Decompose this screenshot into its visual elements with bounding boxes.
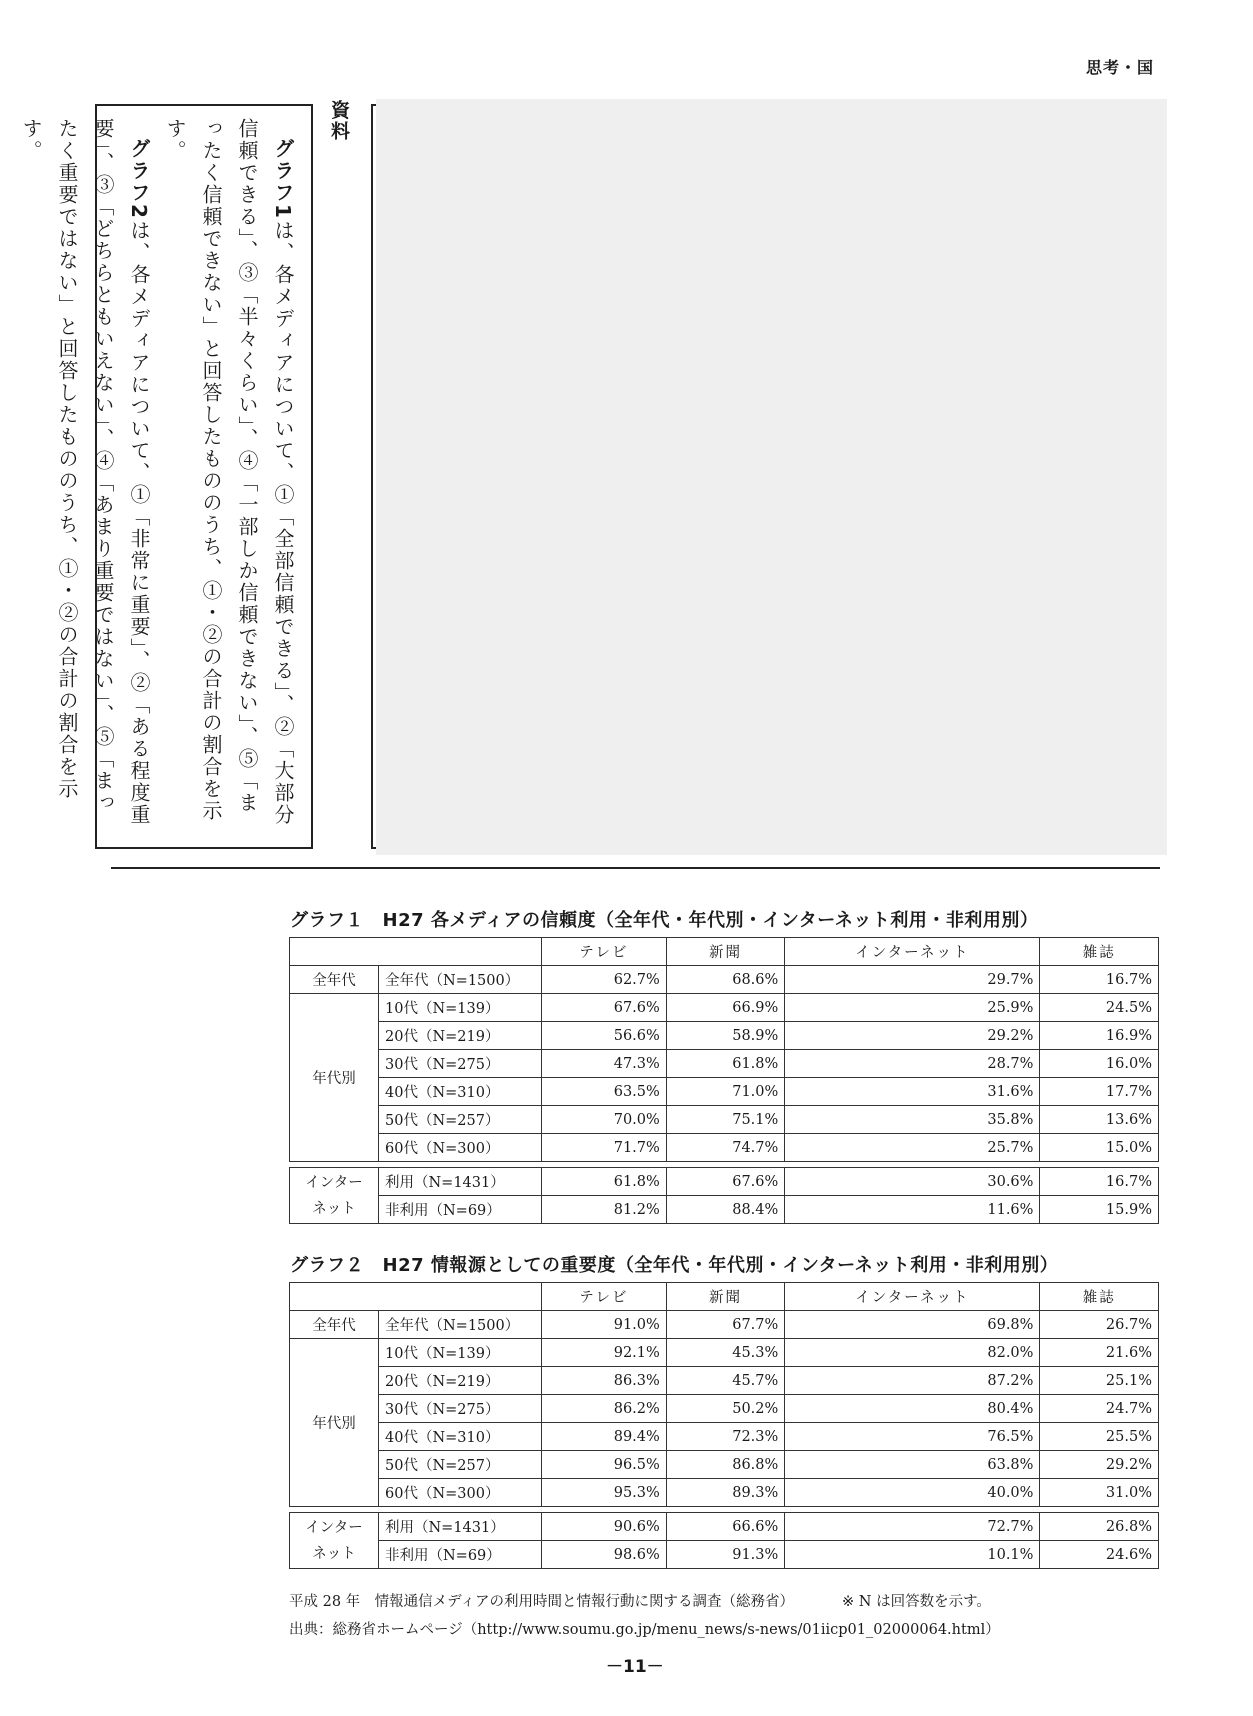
value-cell: 13.6% [1040,1106,1159,1134]
value-cell: 86.3% [542,1367,667,1395]
note-paragraph-1 [157,118,301,835]
value-cell: 56.6% [542,1022,667,1050]
note-graph2-label: グラフ2 [127,138,151,220]
table-row [290,1134,1159,1162]
table-row [290,1196,1159,1224]
group-label-internet [290,1513,379,1569]
value-cell: 95.3% [542,1479,667,1507]
value-cell: 96.5% [542,1451,667,1479]
value-cell: 25.5% [1040,1423,1159,1451]
value-cell: 67.6% [542,994,667,1022]
table-row [290,1339,1159,1367]
column-header: 新聞 [666,1283,785,1311]
value-cell: 26.7% [1040,1311,1159,1339]
value-cell: 25.7% [785,1134,1040,1162]
table-row [290,1479,1159,1507]
value-cell: 66.6% [666,1513,785,1541]
value-cell: 24.7% [1040,1395,1159,1423]
value-cell: 71.0% [666,1078,785,1106]
column-header: テレビ [542,938,667,966]
value-cell: 31.6% [785,1078,1040,1106]
value-cell: 16.0% [1040,1050,1159,1078]
value-cell: 15.9% [1040,1196,1159,1224]
footer-survey: 平成 28 年 情報通信メディアの利用時間と情報行動に関する調査（総務省） [289,1594,795,1610]
value-cell: 92.1% [542,1339,667,1367]
value-cell: 72.3% [666,1423,785,1451]
row-label: 40代（N=310） [379,1078,542,1106]
value-cell: 81.2% [542,1196,667,1224]
group-label-all: 全年代 [290,1311,379,1339]
group-label-age: 年代別 [290,994,379,1162]
column-header: 新聞 [666,938,785,966]
table-row [290,1541,1159,1569]
value-cell: 75.1% [666,1106,785,1134]
value-cell: 21.6% [1040,1339,1159,1367]
value-cell: 30.6% [785,1168,1040,1196]
value-cell: 80.4% [785,1395,1040,1423]
group-label-internet-line2: ネット [312,1545,356,1562]
value-cell: 61.8% [542,1168,667,1196]
footer-note: ※ N は回答数を示す。 [842,1594,991,1610]
value-cell: 40.0% [785,1479,1040,1507]
value-cell: 89.4% [542,1423,667,1451]
value-cell: 87.2% [785,1367,1040,1395]
value-cell: 16.7% [1040,1168,1159,1196]
table-row [290,1022,1159,1050]
table-row [290,1395,1159,1423]
value-cell: 29.7% [785,966,1040,994]
value-cell: 82.0% [785,1339,1040,1367]
value-cell: 63.8% [785,1451,1040,1479]
value-cell: 69.8% [785,1311,1040,1339]
graph2-title: グラフ２ H27 情報源としての重要度（全年代・年代別・インターネット利用・非利用別） [290,1255,1059,1276]
column-header: 雑誌 [1040,938,1159,966]
note-paragraph-2 [13,118,157,835]
value-cell: 90.6% [542,1513,667,1541]
page-number: －11－ [606,1657,664,1677]
row-label: 60代（N=300） [379,1134,542,1162]
value-cell: 70.0% [542,1106,667,1134]
value-cell: 62.7% [542,966,667,994]
value-cell: 91.3% [666,1541,785,1569]
row-label: 10代（N=139） [379,994,542,1022]
column-header: インターネット [785,1283,1040,1311]
group-label-age: 年代別 [290,1339,379,1507]
row-label: 50代（N=257） [379,1106,542,1134]
table-row [290,1423,1159,1451]
row-label: 50代（N=257） [379,1451,542,1479]
row-label: 20代（N=219） [379,1022,542,1050]
footer-source: 出典：総務省ホームページ（http://www.soumu.go.jp/menu_news/s-news/01iicp01_02000064.html） [289,1622,1000,1638]
column-header: 雑誌 [1040,1283,1159,1311]
table-row [290,1106,1159,1134]
value-cell: 91.0% [542,1311,667,1339]
value-cell: 45.7% [666,1367,785,1395]
value-cell: 88.4% [666,1196,785,1224]
value-cell: 29.2% [785,1022,1040,1050]
value-cell: 68.6% [666,966,785,994]
row-label: 30代（N=275） [379,1050,542,1078]
table-row [290,1311,1159,1339]
table-row [290,1168,1159,1196]
value-cell: 10.1% [785,1541,1040,1569]
table-row [290,1513,1159,1541]
value-cell: 58.9% [666,1022,785,1050]
row-label: 60代（N=300） [379,1479,542,1507]
row-label: 30代（N=275） [379,1395,542,1423]
table-row [290,1050,1159,1078]
group-label-internet [290,1168,379,1224]
group-label-internet-line2: ネット [312,1200,356,1217]
table-row [290,994,1159,1022]
value-cell: 66.9% [666,994,785,1022]
header-blank-cell [290,938,542,966]
value-cell: 50.2% [666,1395,785,1423]
value-cell: 17.7% [1040,1078,1159,1106]
value-cell: 67.7% [666,1311,785,1339]
table-row [290,1078,1159,1106]
value-cell: 35.8% [785,1106,1040,1134]
row-label: 非利用（N=69） [379,1541,542,1569]
value-cell: 11.6% [785,1196,1040,1224]
value-cell: 86.2% [542,1395,667,1423]
subject-label: 思考・国 [1086,58,1155,77]
row-label: 非利用（N=69） [379,1196,542,1224]
value-cell: 25.9% [785,994,1040,1022]
table-header-row [290,938,1159,966]
table-row [290,966,1159,994]
value-cell: 98.6% [542,1541,667,1569]
column-header: インターネット [785,938,1040,966]
row-label: 40代（N=310） [379,1423,542,1451]
column-header: テレビ [542,1283,667,1311]
row-label: 20代（N=219） [379,1367,542,1395]
group-label-all: 全年代 [290,966,379,994]
value-cell: 61.8% [666,1050,785,1078]
value-cell: 86.8% [666,1451,785,1479]
value-cell: 25.1% [1040,1367,1159,1395]
note-graph1-label: グラフ1 [271,138,295,220]
note-graph2-text: は、各メディアについて、①「非常に重要」、②「ある程度重要」、③「どちらともいえない」、④「あまり重要ではない」、⑤「まったく重要ではない」と回答したもののうち、①・②の合計の割合を示す。 [19,118,151,826]
footer-survey-line [289,1590,991,1611]
row-label: 10代（N=139） [379,1339,542,1367]
value-cell: 76.5% [785,1423,1040,1451]
value-cell: 16.7% [1040,966,1159,994]
value-cell: 74.7% [666,1134,785,1162]
table-row [290,1367,1159,1395]
value-cell: 71.7% [542,1134,667,1162]
value-cell: 47.3% [542,1050,667,1078]
value-cell: 16.9% [1040,1022,1159,1050]
group-label-internet-line1: インター [305,1519,363,1536]
value-cell: 72.7% [785,1513,1040,1541]
row-label: 利用（N=1431） [379,1168,542,1196]
table-header-row [290,1283,1159,1311]
material-note-box [19,104,313,849]
group-label-internet-line1: インター [305,1174,363,1191]
table-row [290,1451,1159,1479]
value-cell: 29.2% [1040,1451,1159,1479]
row-label: 全年代（N=1500） [379,966,542,994]
material-label: 資料 [328,100,350,142]
value-cell: 24.6% [1040,1541,1159,1569]
value-cell: 31.0% [1040,1479,1159,1507]
value-cell: 45.3% [666,1339,785,1367]
graph1-table [289,937,1159,1224]
redacted-area [376,99,1167,855]
graph1-title: グラフ１ H27 各メディアの信頼度（全年代・年代別・インターネット利用・非利用別） [290,910,1039,931]
value-cell: 89.3% [666,1479,785,1507]
value-cell: 28.7% [785,1050,1040,1078]
note-graph1-text: は、各メディアについて、①「全部信頼できる」、②「大部分信頼できる」、③「半々くらい」、④「一部しか信頼できない」、⑤「まったく信頼できない」と回答したもののうち、①・②の合計の割合を示す。 [163,118,295,826]
value-cell: 15.0% [1040,1134,1159,1162]
header-blank-cell [290,1283,542,1311]
row-label: 利用（N=1431） [379,1513,542,1541]
row-label: 全年代（N=1500） [379,1311,542,1339]
value-cell: 26.8% [1040,1513,1159,1541]
value-cell: 67.6% [666,1168,785,1196]
section-divider [111,867,1160,869]
value-cell: 63.5% [542,1078,667,1106]
graph2-table [289,1282,1159,1569]
value-cell: 24.5% [1040,994,1159,1022]
